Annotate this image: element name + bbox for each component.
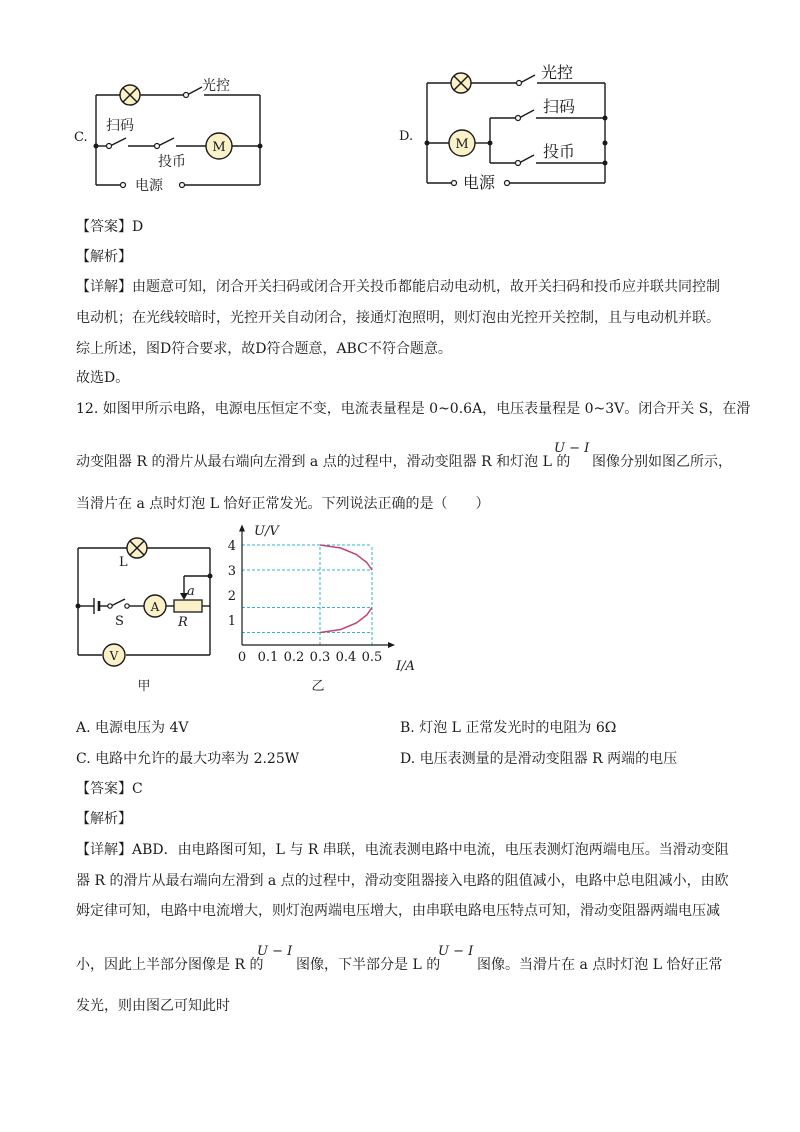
x-tick-label: 0.3 <box>309 650 331 665</box>
q12-detail-line: 图像，下半部分是 L 的 <box>296 957 441 973</box>
option-d-label: D. <box>399 129 414 144</box>
rheostat-icon <box>174 600 202 612</box>
option-c-label: C. <box>74 130 88 145</box>
q11-detail-line: 综上所述，图D符合要求，故D符合题意，ABC不符合题意。 <box>76 341 452 357</box>
light-switch-label: 光控 <box>541 63 574 82</box>
x-axis-arrow <box>388 642 395 648</box>
ui-formula: U − I <box>554 441 590 456</box>
y-tick-label: 2 <box>228 589 236 604</box>
q11-detail-line: 故选D。 <box>76 370 130 386</box>
q12-detail-line: 小，因此上半部分图像是 R 的 <box>76 957 264 973</box>
power-label: 电源 <box>463 173 496 192</box>
q12-detail-line: 【详解】ABD．由电路图可知，L 与 R 串联，电流表测电路中电流，电压表测灯泡两端电压。当滑动变阻 <box>76 842 729 858</box>
q11-detail-line: 电动机；在光线较暗时，光控开关自动闭合，接通灯泡照明，则灯泡由光控开关控制，且与电动机并联。 <box>76 310 720 326</box>
power-label: 电源 <box>135 178 163 194</box>
choice-d: D. 电压表测量的是滑动变阻器 R 两端的电压 <box>400 751 678 767</box>
coin-switch-label: 投币 <box>158 154 186 170</box>
x-tick-label: 0.4 <box>335 650 357 665</box>
q12-answer: 【答案】C <box>76 781 143 797</box>
q11-detail-line: 【详解】由题意可知，闭合开关扫码或闭合开关投币都能启动电动机，故开关扫码和投币应并联共同控制 <box>76 279 720 295</box>
rheostat-label: R <box>178 615 188 630</box>
choice-c: C. 电路中允许的最大功率为 2.25W <box>76 751 300 767</box>
switch-label: S <box>115 614 124 629</box>
y-tick-label: 4 <box>228 539 236 554</box>
figure-yi-caption: 乙 <box>311 679 325 694</box>
circuit-jia-diagram <box>70 530 230 695</box>
scan-switch-label: 扫码 <box>106 118 134 134</box>
x-axis-label: I/A <box>396 659 415 674</box>
scan-switch-label: 扫码 <box>543 97 576 116</box>
figure-jia-caption: 甲 <box>137 679 151 694</box>
rheostat-ui-curve <box>320 545 372 570</box>
motor-label: M <box>455 137 469 152</box>
ui-formula: U − I <box>438 944 474 959</box>
ui-formula: U − I <box>257 944 293 959</box>
q12-stem-line: 图像分别如图乙所示， <box>592 454 732 470</box>
q12-stem-line: 当滑片在 a 点时灯泡 L 恰好正常发光。下列说法正确的是（ ） <box>76 496 490 512</box>
q11-answer: 【答案】D <box>76 219 144 235</box>
x-tick-label: 0.2 <box>283 650 305 665</box>
slider-label: a <box>187 584 195 599</box>
q12-analysis-label: 【解析】 <box>76 811 132 827</box>
coin-switch-label: 投币 <box>543 142 576 161</box>
motor-icon <box>449 130 475 156</box>
ammeter-icon <box>144 595 166 617</box>
q12-detail-line: 器 R 的滑片从最右端向左滑到 a 点的过程中，滑动变阻器接入电路的阻值减小，电路中总电阻减小，由欧 <box>76 873 729 889</box>
motor-icon <box>206 133 232 159</box>
q12-detail-line: 姆定律可知，电路中电流增大，则灯泡两端电压增大，由串联电路电压特点可知，滑动变阻器两端电压减 <box>76 903 720 919</box>
q12-stem-line: 12. 如图甲所示电路，电源电压恒定不变，电流表量程是 0~0.6A，电压表量程是 0~3V。闭合开关 S，在滑 <box>76 401 751 417</box>
circuit-d-diagram <box>395 60 620 200</box>
y-axis-label: U/V <box>254 524 279 539</box>
choice-a: A. 电源电压为 4V <box>76 720 189 736</box>
circuit-c-diagram <box>70 68 280 198</box>
ui-graph-chart <box>228 518 428 696</box>
y-tick-label: 1 <box>228 614 236 629</box>
q12-detail-line: 图像。当滑片在 a 点时灯泡 L 恰好正常 <box>477 957 723 973</box>
lamp-icon <box>451 73 471 93</box>
lamp-ui-curve <box>320 608 372 633</box>
x-tick-label: 0.1 <box>257 650 279 665</box>
motor-label: M <box>212 140 226 155</box>
lamp-icon <box>127 538 147 558</box>
q12-stem-line: 动变阻器 R 的滑片从最右端向左滑到 a 点的过程中，滑动变阻器 R 和灯泡 L 的 <box>76 454 571 470</box>
ammeter-label: A <box>150 600 160 614</box>
q12-detail-line: 发光，则由图乙可知此时 <box>76 998 230 1014</box>
light-switch-label: 光控 <box>202 78 230 94</box>
x-tick-label: 0.5 <box>361 650 383 665</box>
q11-analysis-label: 【解析】 <box>76 249 132 265</box>
choice-b: B. 灯泡 L 正常发光时的电阻为 6Ω <box>400 720 617 736</box>
voltmeter-label: V <box>109 649 119 663</box>
lamp-icon <box>120 85 140 105</box>
y-tick-label: 3 <box>228 564 236 579</box>
y-axis-arrow <box>239 525 245 532</box>
voltmeter-icon <box>103 644 125 666</box>
x-tick-label: 0 <box>237 650 247 665</box>
lamp-label: L <box>119 555 128 570</box>
